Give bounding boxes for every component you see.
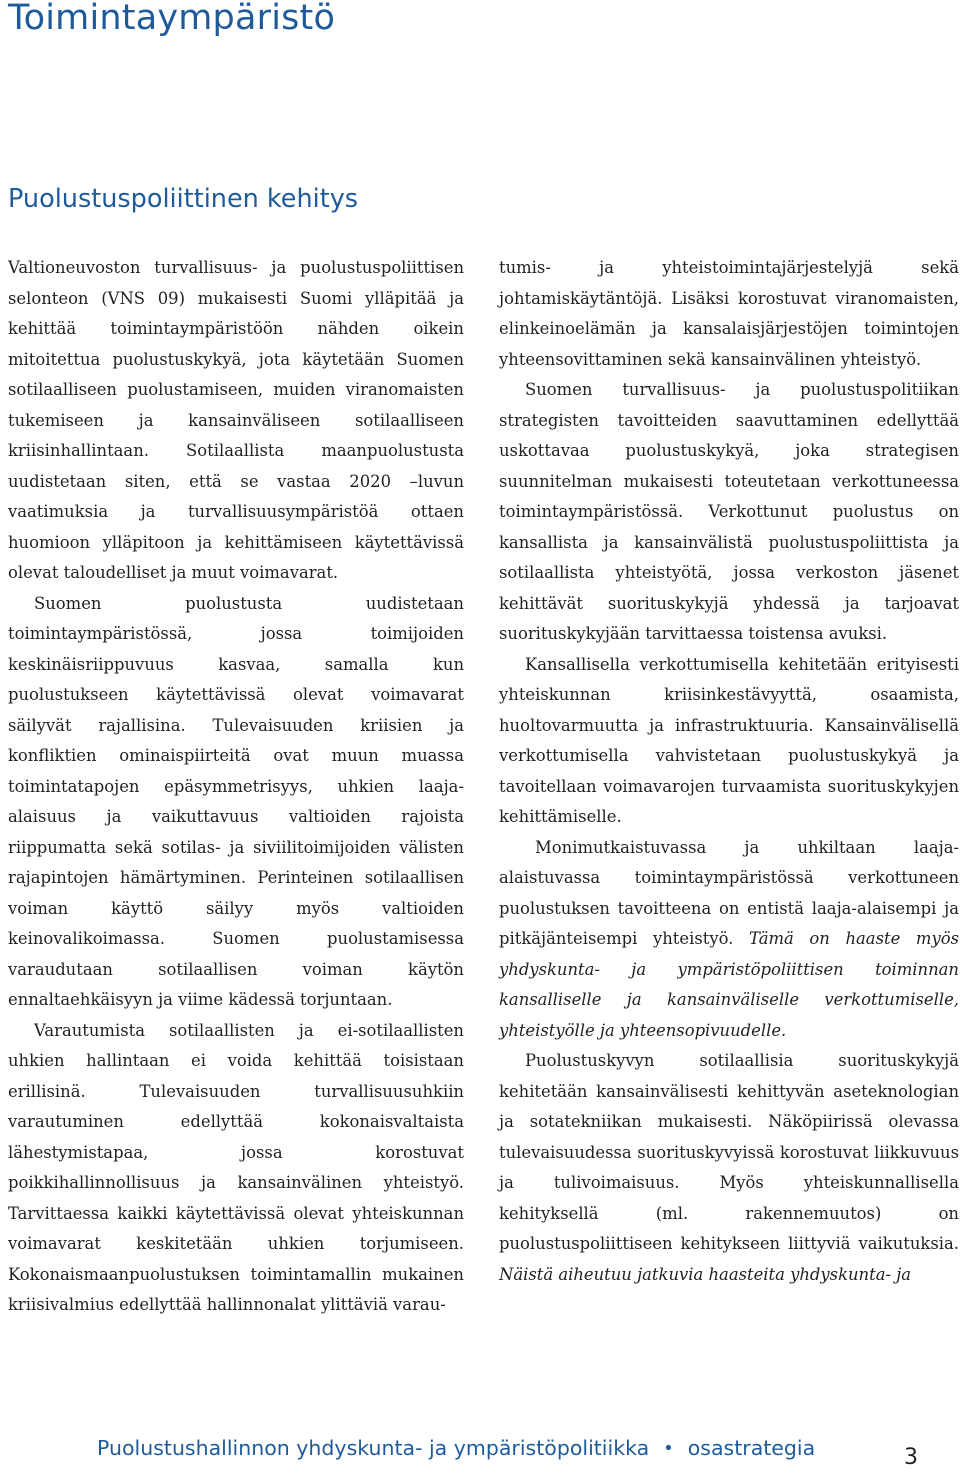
- paragraph-italic-text: Näistä aiheutuu jatkuvia haasteita yhdyskunta- ja: [499, 1264, 912, 1284]
- right-text-column: [499, 253, 959, 1290]
- paragraph-text: Monimutkaistuvassa ja uhkiltaan laaja-alaistuvassa toimintaympäristössä verkottuneen puolustuksen tavoitteena on entistä laaja-alaisempi ja pitkäjänteisempi yhteistyö.: [499, 837, 959, 948]
- paragraph: Kansallisella verkottumisella kehitetään erityisesti yhteiskunnan kriisinkestävyyttä, osaamista, huoltovarmuutta ja infrastruktuuria. Kansainvälisellä verkottumisella vahvistetaan puolustuskykyä ja tavoitellaan voimavarojen turvaamista suorituskykyjen kehittämiselle.: [499, 654, 959, 826]
- paragraph-italic-text: Tämä on haaste myös yhdyskunta- ja ympäristöpoliittisen toiminnan kansalliselle ja kansainväliselle verkottumiselle, yhteistyölle ja yhteensopivuudelle.: [499, 929, 959, 1040]
- paragraph: Suomen puolustusta uudistetaan toimintaympäristössä, jossa toimijoiden keskinäisriippuvuus kasvaa, samalla kun puolustukseen käytettävissä olevat voimavarat säilyvät rajallisina. Tulevaisuuden kriisien ja konfliktien ominaispiirteitä ovat muun muassa toimintatapojen epäsymmetrisyys, uhkien laaja-alaisuus ja vaikuttavuus valtioiden rajoista riippumatta sekä sotilas- ja siviilitoimijoiden välisten rajapintojen hämärtyminen. Perinteinen sotilaallisen voiman käyttö säilyy myös valtioiden keinovalikoimassa. Suomen puolustamisessa varaudutaan sotilaallisen voiman käytön ennaltaehkäisyyn ja viime kädessä torjuntaan.: [8, 593, 464, 1009]
- paragraph: Valtioneuvoston turvallisuus- ja puolustuspoliittisen selonteon (VNS 09) mukaisesti Suomi ylläpitää ja kehittää toimintaympäristöön nähden oikein mitoitettua puolustuskykyä, jota käytetään Suomen sotilaalliseen puolustamiseen, muiden viranomaisten tukemiseen ja kansainväliseen sotilaalliseen kriisinhallintaan. Sotilaallista maanpuolustusta uudistetaan siten, että se vastaa 2020 –luvun vaatimuksia ja turvallisuusympäristöä ottaen huomioon ylläpitoon ja kehittämiseen käytettävissä olevat taloudelliset ja muut voimavarat.: [8, 258, 464, 582]
- page-title: Toimintaympäristö: [8, 0, 336, 38]
- paragraph: Varautumista sotilaallisten ja ei-sotilaallisten uhkien hallintaan ei voida kehittää toisistaan erillisinä. Tulevaisuuden turvallisuusuhkiin varautuminen edellyttää kokonaisvaltaista lähestymistapaa, jossa korostuvat poikkihallinnollisuus ja kansainvälinen yhteistyö. Tarvittaessa kaikki käytettävissä olevat yhteiskunnan voimavarat keskitetään uhkien torjumiseen. Kokonaismaanpuolustuksen toimintamallin mukainen kriisivalmius edellyttää hallinnonalat ylittäviä varau-: [8, 1020, 464, 1314]
- left-text-column: [8, 253, 464, 1321]
- paragraph: tumis- ja yhteistoimintajärjestelyjä sekä johtamiskäytäntöjä. Lisäksi korostuvat viranomaisten, elinkeinoelämän ja kansalaisjärjestöjen toimintojen yhteensovittaminen sekä kansainvälinen yhteistyö.: [499, 258, 959, 369]
- section-heading: Puolustuspoliittinen kehitys: [8, 184, 359, 214]
- page-number: 3: [904, 1445, 918, 1470]
- paragraph-text: Puolustuskyvyn sotilaallisia suorituskykyjä kehitetään kansainvälisesti kehittyvän aseteknologian ja sotatekniikan mukaisesti. Näköpiirissä olevassa tulevaisuudessa suorituskyvyissä korostuvat liikkuvuus ja tulivoimaisuus. Myös yhteiskunnallisella kehityksellä (ml. rakennemuutos) on puolustuspoliittiseen kehitykseen liittyviä vaikutuksia.: [499, 1051, 959, 1253]
- paragraph: [499, 1046, 959, 1290]
- footer-subtitle: osastrategia: [687, 1436, 816, 1460]
- footer-bullet: •: [663, 1438, 674, 1459]
- paragraph: [499, 833, 959, 1047]
- footer-publication-title: Puolustushallinnon yhdyskunta- ja ympäristöpolitiikka: [97, 1436, 650, 1460]
- page-footer: [97, 1436, 815, 1460]
- paragraph: Suomen turvallisuus- ja puolustuspolitiikan strategisten tavoitteiden saavuttaminen edellyttää uskottavaa puolustuskykyä, joka strategisen suunnitelman mukaisesti toteutetaan verkottuneessa toimintaympäristössä. Verkottunut puolustus on kansallista ja kansainvälistä puolustuspoliittista ja sotilaallista yhteistyötä, jossa verkoston jäsenet kehittävät suorituskykyjä yhdessä ja tarjoavat suorituskykyjään tarvittaessa toistensa avuksi.: [499, 380, 959, 643]
